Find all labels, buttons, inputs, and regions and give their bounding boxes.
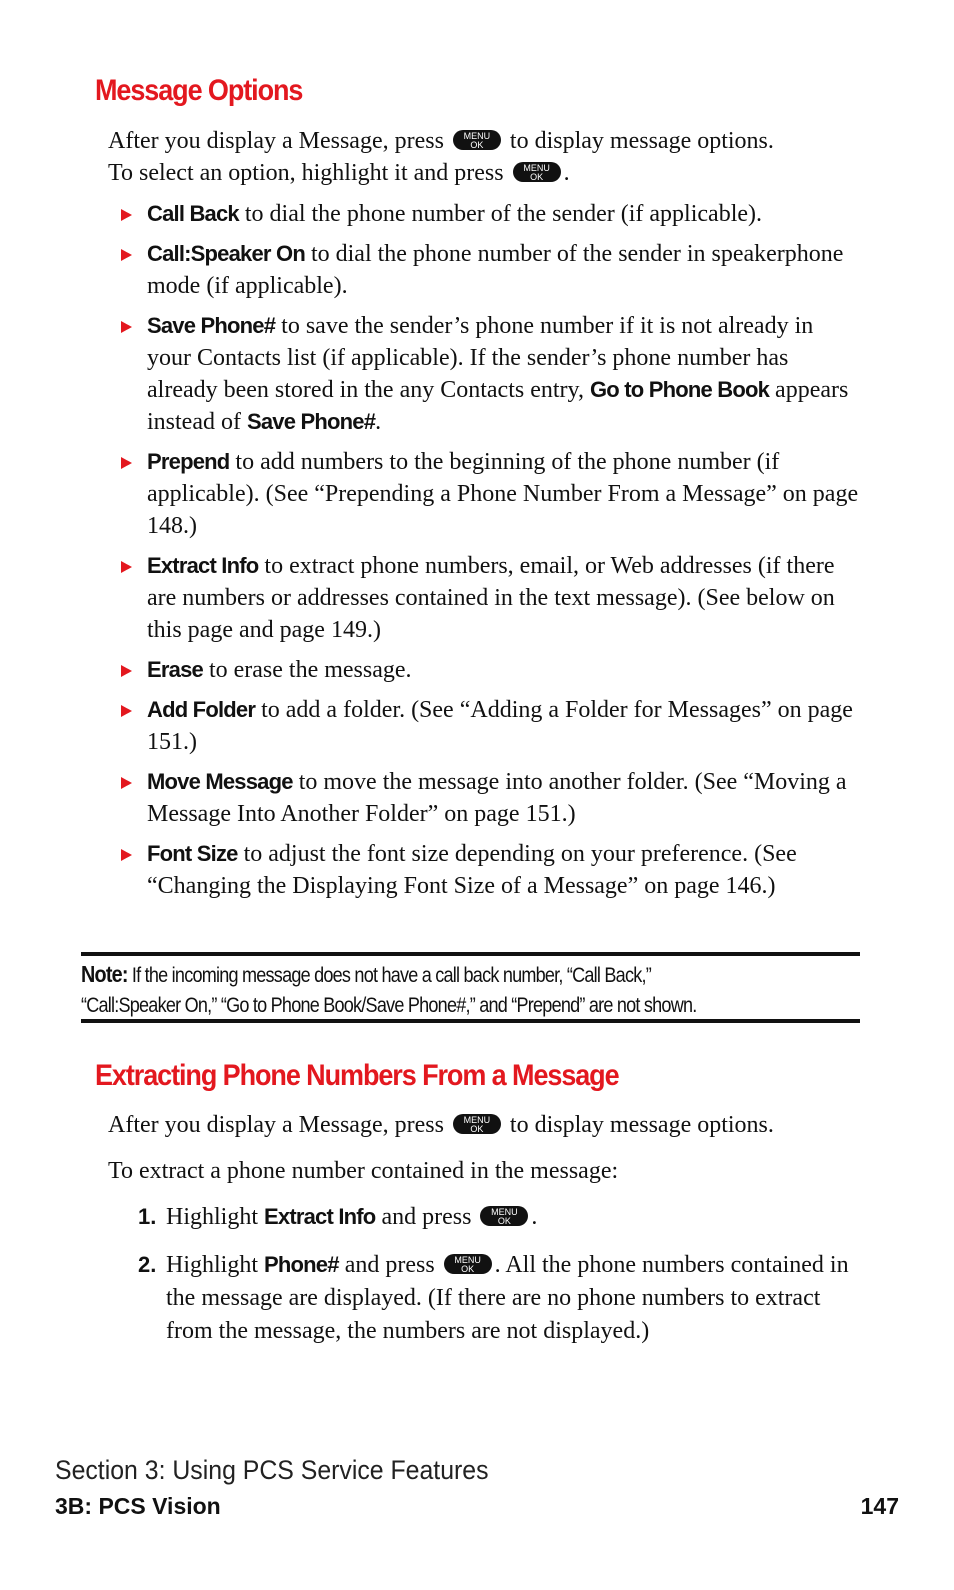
bullet-arrow-icon [121,249,132,261]
note-line-2: “Call:Speaker On,” “Go to Phone Book/Save Phone#,” and “Prepend” are not shown. [81,994,697,1017]
section-title-message-options: Message Options [95,74,303,107]
extract-steps [138,1200,858,1362]
note-line-1: Note: If the incoming message does not have a call back number, “Call Back,” [81,961,651,987]
menu-ok-key-icon: MENU OK [480,1206,528,1226]
bullet-arrow-icon [121,705,132,717]
option-extract-info: Extract Info to extract phone numbers, email, or Web addresses (if there are numbers or addresses contained in the text message). (See below on this page and page 149.) [121,550,861,646]
bullet-arrow-icon [121,665,132,677]
bullet-arrow-icon [121,561,132,573]
option-list [121,198,861,910]
extract-intro: After you display a Message, press MENU OK to display message options. [108,1112,774,1138]
option-erase: Erase to erase the message. [121,654,861,686]
menu-ok-key-icon: MENU OK [453,130,501,150]
option-add-folder: Add Folder to add a folder. (See “Adding a Folder for Messages” on page 151.) [121,694,861,758]
option-prepend: Prepend to add numbers to the beginning of the phone number (if applicable). (See “Prepending a Phone Number From a Message” on page 148.) [121,446,861,542]
option-call-speaker-on: Call:Speaker On to dial the phone number of the sender in speakerphone mode (if applicable). [121,238,861,302]
step-1: 1. Highlight Extract Info and press MENU OK . [138,1204,538,1230]
footer-subsection: 3B: PCS Vision [55,1493,221,1519]
intro-text-2a: To select an option, highlight it and press [108,160,504,186]
extract-intro-2: To extract a phone number contained in the message: [108,1158,619,1184]
step-2: 2. Highlight Phone# and press MENU OK . All the phone numbers contained in the message are displayed. (If there are no phone numbers to extract from the message, the numbers are not displayed.) [138,1252,849,1344]
menu-ok-key-icon: MENU OK [444,1254,492,1274]
footer-section: Section 3: Using PCS Service Features [55,1455,489,1485]
intro-paragraph: After you display a Message, press MENU OK to display message options. To select an option, highlight it and press MENU OK . [108,128,774,186]
menu-ok-key-icon: MENU OK [453,1114,501,1134]
note-label: Note: [81,961,128,987]
option-call-back: Call Back to dial the phone number of the sender (if applicable). [121,198,861,230]
option-save-phone: Save Phone# to save the sender’s phone number if it is not already in your Contacts list (if applicable). If the sender’s phone number has already been stored in the any Contacts entry, Go to Phone Book appears instead of Save Phone#. [121,310,861,438]
note-box [81,952,860,1023]
section-title-extracting: Extracting Phone Numbers From a Message [95,1059,619,1092]
option-move-message: Move Message to move the message into another folder. (See “Moving a Message Into Another Folder” on page 151.) [121,766,861,830]
bullet-arrow-icon [121,457,132,469]
intro-text-1b: to display message options. [509,128,774,154]
intro-text-1a: After you display a Message, press [108,128,444,154]
menu-ok-key-icon: MENU OK [513,162,561,182]
page-number: 147 [860,1493,899,1519]
bullet-arrow-icon [121,321,132,333]
bullet-arrow-icon [121,849,132,861]
bullet-arrow-icon [121,777,132,789]
option-font-size: Font Size to adjust the font size depending on your preference. (See “Changing the Displaying Font Size of a Message” on page 146.) [121,838,861,902]
bullet-arrow-icon [121,209,132,221]
